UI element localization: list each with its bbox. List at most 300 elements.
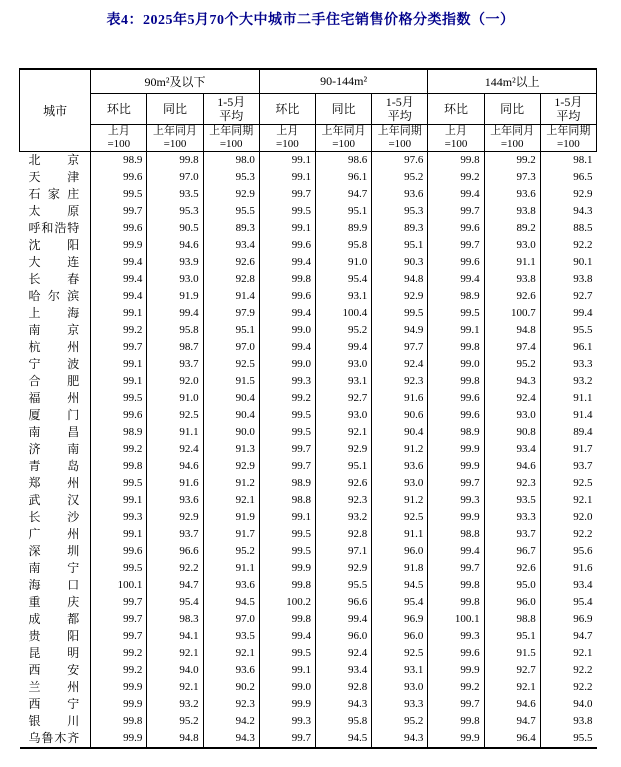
- city-name: 济南: [20, 441, 91, 458]
- table-row: [20, 475, 597, 492]
- city-name: 成都: [20, 611, 91, 628]
- table-row: [20, 288, 597, 305]
- index-value: 88.5: [573, 222, 593, 234]
- index-value: 95.4: [147, 594, 203, 611]
- index-value: 91.4: [203, 288, 259, 305]
- index-value: 99.5: [91, 475, 147, 492]
- city-name: 郑州: [20, 475, 91, 492]
- price-index-table: [19, 68, 597, 749]
- table-row: [20, 594, 597, 611]
- index-value: 99.8: [91, 458, 147, 475]
- index-value: 92.5: [573, 477, 593, 489]
- index-value: 96.0: [484, 594, 540, 611]
- index-value: 99.9: [259, 696, 315, 713]
- index-value: 95.2: [203, 543, 259, 560]
- table-row: [20, 305, 597, 322]
- index-value: 91.0: [147, 390, 203, 407]
- index-value: 92.6: [484, 560, 540, 577]
- index-value: 94.3: [372, 730, 428, 748]
- city-name: 长沙: [20, 509, 91, 526]
- index-value: 99.3: [259, 373, 315, 390]
- index-value: 99.7: [428, 560, 484, 577]
- index-value: 99.1: [259, 152, 315, 170]
- table-header: [20, 69, 597, 152]
- index-value: 100.1: [428, 611, 484, 628]
- base-yoy-line2: =100: [500, 138, 524, 150]
- index-value: 92.3: [372, 373, 428, 390]
- city-name: 南京: [20, 322, 91, 339]
- index-value: 95.3: [147, 203, 203, 220]
- index-value: 91.1: [147, 424, 203, 441]
- index-value: 97.0: [147, 169, 203, 186]
- index-value: 89.4: [573, 426, 593, 438]
- index-value: 100.7: [484, 305, 540, 322]
- city-name: 南宁: [20, 560, 91, 577]
- index-value: 97.0: [203, 611, 259, 628]
- index-value: 93.0: [316, 407, 372, 424]
- avg-header-line2: 平均: [556, 109, 581, 123]
- avg-header: [203, 94, 259, 125]
- index-value: 93.4: [203, 237, 259, 254]
- index-value: 99.1: [91, 305, 147, 322]
- index-value: 91.6: [573, 562, 593, 574]
- index-value: 90.5: [147, 220, 203, 237]
- index-value: 93.7: [484, 526, 540, 543]
- index-value: 99.1: [91, 526, 147, 543]
- index-value: 99.6: [91, 220, 147, 237]
- city-name: 昆明: [20, 645, 91, 662]
- index-value: 92.7: [484, 662, 540, 679]
- index-value: 94.9: [372, 322, 428, 339]
- index-value: 94.5: [316, 730, 372, 748]
- index-value: 93.7: [147, 526, 203, 543]
- table-row: [20, 237, 597, 254]
- index-value: 96.6: [147, 543, 203, 560]
- index-value: 97.0: [203, 339, 259, 356]
- index-value: 99.1: [91, 356, 147, 373]
- table-row: [20, 356, 597, 373]
- index-value: 99.4: [259, 305, 315, 322]
- index-value: 92.2: [573, 239, 593, 251]
- base-yoy-line1: 上年同月: [490, 125, 535, 137]
- index-value: 92.4: [372, 356, 428, 373]
- group-header-under-90: 90m²及以下: [91, 69, 260, 94]
- index-value: 100.1: [91, 577, 147, 594]
- index-value: 96.9: [573, 613, 593, 625]
- index-value: 92.1: [573, 647, 593, 659]
- index-value: 91.9: [203, 509, 259, 526]
- index-value: 94.3: [573, 205, 593, 217]
- index-value: 99.4: [259, 628, 315, 645]
- index-value: 94.8: [372, 271, 428, 288]
- table-row: [20, 322, 597, 339]
- index-value: 93.8: [484, 271, 540, 288]
- index-value: 99.6: [428, 254, 484, 271]
- index-value: 99.9: [259, 560, 315, 577]
- index-value: 99.5: [259, 543, 315, 560]
- index-value: 99.6: [91, 169, 147, 186]
- index-value: 92.1: [573, 494, 593, 506]
- index-value: 93.8: [573, 715, 593, 727]
- city-name: 大连: [20, 254, 91, 271]
- index-value: 99.2: [428, 679, 484, 696]
- index-value: 95.1: [203, 322, 259, 339]
- index-value: 92.8: [316, 526, 372, 543]
- index-value: 96.5: [573, 171, 593, 183]
- index-value: 95.4: [573, 596, 593, 608]
- index-value: 92.3: [484, 475, 540, 492]
- index-value: 92.1: [203, 645, 259, 662]
- index-value: 99.5: [91, 560, 147, 577]
- index-value: 99.5: [259, 526, 315, 543]
- city-name: 福州: [20, 390, 91, 407]
- index-value: 95.4: [316, 271, 372, 288]
- index-value: 92.3: [203, 696, 259, 713]
- city-name: 贵阳: [20, 628, 91, 645]
- index-value: 99.2: [91, 441, 147, 458]
- base-avg-line2: =100: [557, 138, 580, 150]
- mom-header: 环比: [428, 94, 484, 125]
- index-value: 94.6: [147, 237, 203, 254]
- index-value: 95.2: [316, 322, 372, 339]
- city-name: 哈尔滨: [20, 288, 91, 305]
- index-value: 96.0: [372, 628, 428, 645]
- base-avg-line1: 上年同期: [209, 125, 254, 137]
- index-value: 99.6: [428, 220, 484, 237]
- index-value: 96.0: [372, 543, 428, 560]
- index-value: 94.8: [147, 730, 203, 748]
- index-value: 93.6: [203, 577, 259, 594]
- index-value: 92.9: [573, 188, 593, 200]
- city-name: 银川: [20, 713, 91, 730]
- index-value: 99.8: [428, 152, 484, 170]
- index-value: 99.8: [428, 339, 484, 356]
- index-value: 99.2: [91, 322, 147, 339]
- index-value: 99.6: [259, 288, 315, 305]
- table-row: [20, 713, 597, 730]
- index-value: 99.5: [372, 305, 428, 322]
- table-row: [20, 560, 597, 577]
- index-value: 94.6: [147, 458, 203, 475]
- index-value: 91.5: [203, 373, 259, 390]
- city-name: 沈阳: [20, 237, 91, 254]
- index-value: 99.4: [147, 305, 203, 322]
- base-yoy-header: [484, 125, 540, 152]
- city-name: 广州: [20, 526, 91, 543]
- base-yoy-line2: =100: [332, 138, 355, 150]
- base-mom-header: [91, 125, 147, 152]
- index-value: 99.8: [259, 271, 315, 288]
- index-value: 93.8: [484, 203, 540, 220]
- index-value: 94.6: [484, 458, 540, 475]
- index-value: 96.4: [484, 730, 540, 748]
- index-value: 98.8: [484, 611, 540, 628]
- index-value: 91.1: [372, 526, 428, 543]
- index-value: 92.7: [573, 290, 593, 302]
- index-value: 92.3: [316, 492, 372, 509]
- index-value: 94.3: [316, 696, 372, 713]
- index-value: 99.7: [428, 475, 484, 492]
- base-yoy-line1: 上年同月: [321, 125, 366, 137]
- city-name: 兰州: [20, 679, 91, 696]
- index-value: 95.1: [316, 203, 372, 220]
- index-value: 93.6: [484, 186, 540, 203]
- index-value: 99.8: [91, 713, 147, 730]
- index-value: 92.9: [316, 441, 372, 458]
- index-value: 99.9: [428, 441, 484, 458]
- index-value: 92.5: [203, 356, 259, 373]
- index-value: 92.6: [484, 288, 540, 305]
- index-value: 90.1: [573, 256, 593, 268]
- page: [0, 9, 621, 749]
- base-avg-line1: 上年同期: [377, 125, 422, 137]
- index-value: 93.0: [147, 271, 203, 288]
- index-value: 99.7: [91, 339, 147, 356]
- index-value: 89.2: [484, 220, 540, 237]
- index-value: 91.5: [484, 645, 540, 662]
- index-value: 99.3: [91, 509, 147, 526]
- index-value: 94.7: [573, 630, 593, 642]
- index-value: 99.7: [259, 730, 315, 748]
- index-value: 92.1: [147, 679, 203, 696]
- metric-header-row: [20, 94, 597, 125]
- index-value: 99.6: [428, 407, 484, 424]
- index-value: 98.9: [428, 288, 484, 305]
- index-value: 93.1: [372, 662, 428, 679]
- index-value: 92.1: [316, 424, 372, 441]
- index-value: 92.2: [147, 560, 203, 577]
- index-value: 94.0: [147, 662, 203, 679]
- index-value: 92.2: [573, 664, 593, 676]
- index-value: 99.8: [147, 152, 203, 170]
- index-value: 99.4: [91, 254, 147, 271]
- base-mom-line1: 上月: [445, 125, 467, 137]
- index-value: 94.5: [203, 594, 259, 611]
- index-value: 95.2: [372, 169, 428, 186]
- city-name: 武汉: [20, 492, 91, 509]
- base-mom-header: [259, 125, 315, 152]
- base-avg-line2: =100: [388, 138, 412, 150]
- index-value: 96.1: [573, 341, 593, 353]
- index-value: 92.8: [316, 679, 372, 696]
- city-name: 西宁: [20, 696, 91, 713]
- index-value: 95.8: [316, 237, 372, 254]
- index-value: 92.0: [573, 511, 593, 523]
- index-value: 95.2: [372, 713, 428, 730]
- index-value: 99.1: [259, 169, 315, 186]
- city-name: 杭州: [20, 339, 91, 356]
- index-value: 92.8: [203, 271, 259, 288]
- index-value: 99.9: [428, 730, 484, 748]
- index-value: 99.2: [91, 645, 147, 662]
- index-value: 99.1: [91, 492, 147, 509]
- index-value: 94.3: [203, 730, 259, 748]
- index-value: 91.8: [372, 560, 428, 577]
- index-value: 99.1: [259, 220, 315, 237]
- index-value: 93.0: [484, 407, 540, 424]
- index-value: 93.4: [573, 579, 593, 591]
- base-yoy-line1: 上年同月: [153, 125, 198, 137]
- index-value: 89.3: [203, 220, 259, 237]
- index-value: 98.3: [147, 611, 203, 628]
- index-value: 91.2: [203, 475, 259, 492]
- index-value: 91.3: [203, 441, 259, 458]
- index-value: 95.5: [573, 324, 593, 336]
- index-value: 99.6: [259, 237, 315, 254]
- index-value: 99.8: [428, 594, 484, 611]
- index-value: 95.1: [372, 237, 428, 254]
- index-value: 96.0: [316, 628, 372, 645]
- index-value: 99.4: [316, 339, 372, 356]
- index-value: 91.9: [147, 288, 203, 305]
- index-value: 90.3: [372, 254, 428, 271]
- city-name: 合肥: [20, 373, 91, 390]
- index-value: 93.2: [147, 696, 203, 713]
- index-value: 94.7: [484, 713, 540, 730]
- city-name: 宁波: [20, 356, 91, 373]
- index-value: 94.3: [484, 373, 540, 390]
- table-row: [20, 169, 597, 186]
- avg-header: [540, 94, 596, 125]
- yoy-header: 同比: [147, 94, 203, 125]
- index-value: 99.4: [259, 254, 315, 271]
- city-name: 乌鲁木齐: [20, 730, 91, 748]
- index-value: 99.0: [259, 322, 315, 339]
- city-name: 天津: [20, 169, 91, 186]
- index-value: 93.3: [372, 696, 428, 713]
- index-value: 90.0: [203, 424, 259, 441]
- index-value: 99.7: [428, 237, 484, 254]
- group-header-over-144: 144m²以上: [428, 69, 597, 94]
- table-row: [20, 730, 597, 748]
- index-value: 92.9: [203, 458, 259, 475]
- index-value: 98.9: [91, 424, 147, 441]
- table-row: [20, 458, 597, 475]
- index-value: 93.2: [316, 509, 372, 526]
- index-value: 98.1: [573, 154, 593, 166]
- index-value: 99.0: [259, 356, 315, 373]
- index-value: 95.8: [147, 322, 203, 339]
- index-value: 99.7: [91, 628, 147, 645]
- base-avg-line2: =100: [219, 138, 243, 150]
- table-row: [20, 373, 597, 390]
- table-row: [20, 254, 597, 271]
- base-mom-line2: =100: [444, 138, 468, 150]
- index-value: 93.6: [147, 492, 203, 509]
- index-value: 98.0: [203, 152, 259, 170]
- index-value: 98.7: [147, 339, 203, 356]
- index-value: 99.6: [428, 645, 484, 662]
- index-value: 99.8: [259, 611, 315, 628]
- index-value: 93.5: [147, 186, 203, 203]
- index-value: 93.9: [147, 254, 203, 271]
- base-avg-header: [203, 125, 259, 152]
- index-value: 89.9: [316, 220, 372, 237]
- index-value: 99.7: [259, 458, 315, 475]
- index-value: 95.5: [573, 732, 593, 744]
- table-row: [20, 696, 597, 713]
- index-value: 99.7: [428, 203, 484, 220]
- index-value: 91.2: [372, 492, 428, 509]
- index-value: 91.1: [484, 254, 540, 271]
- index-value: 95.2: [147, 713, 203, 730]
- index-value: 94.8: [484, 322, 540, 339]
- index-value: 90.6: [372, 407, 428, 424]
- index-value: 93.2: [573, 375, 593, 387]
- index-value: 98.9: [91, 152, 147, 170]
- index-value: 92.5: [372, 645, 428, 662]
- table-row: [20, 628, 597, 645]
- index-value: 98.9: [428, 424, 484, 441]
- index-value: 91.7: [203, 526, 259, 543]
- city-name: 呼和浩特: [20, 220, 91, 237]
- city-name: 青岛: [20, 458, 91, 475]
- page-title: 表4：2025年5月70个大中城市二手住宅销售价格分类指数（一）: [106, 13, 515, 28]
- index-value: 92.9: [203, 186, 259, 203]
- index-value: 99.6: [428, 390, 484, 407]
- group-header-row: [20, 69, 597, 94]
- index-value: 93.7: [147, 356, 203, 373]
- table-row: [20, 339, 597, 356]
- index-value: 99.4: [428, 271, 484, 288]
- index-value: 93.0: [484, 237, 540, 254]
- index-value: 99.5: [91, 390, 147, 407]
- city-name: 南昌: [20, 424, 91, 441]
- index-value: 92.1: [484, 679, 540, 696]
- yoy-header: 同比: [316, 94, 372, 125]
- index-value: 95.6: [573, 545, 593, 557]
- index-value: 99.8: [428, 373, 484, 390]
- base-avg-line1: 上年同期: [546, 125, 591, 137]
- base-mom-line2: =100: [276, 138, 299, 150]
- city-name: 重庆: [20, 594, 91, 611]
- base-avg-header: [540, 125, 596, 152]
- table-row: [20, 186, 597, 203]
- table-row: [20, 220, 597, 237]
- index-value: 95.3: [203, 169, 259, 186]
- base-header-row: [20, 125, 597, 152]
- index-value: 95.2: [484, 356, 540, 373]
- index-value: 99.5: [259, 203, 315, 220]
- index-value: 93.6: [372, 458, 428, 475]
- index-value: 99.5: [428, 305, 484, 322]
- index-value: 95.5: [203, 203, 259, 220]
- yoy-header: 同比: [484, 94, 540, 125]
- index-value: 95.8: [316, 713, 372, 730]
- base-mom-line2: =100: [107, 138, 131, 150]
- index-value: 94.7: [316, 186, 372, 203]
- index-value: 95.1: [484, 628, 540, 645]
- index-value: 99.8: [428, 713, 484, 730]
- table-row: [20, 679, 597, 696]
- index-value: 99.8: [259, 577, 315, 594]
- table-body: [20, 152, 597, 749]
- city-name: 西安: [20, 662, 91, 679]
- index-value: 99.4: [91, 271, 147, 288]
- index-value: 99.7: [259, 186, 315, 203]
- index-value: 99.9: [91, 679, 147, 696]
- index-value: 93.3: [484, 509, 540, 526]
- index-value: 100.4: [316, 305, 372, 322]
- index-value: 91.1: [573, 392, 593, 404]
- index-value: 93.6: [203, 662, 259, 679]
- base-mom-line1: 上月: [107, 125, 130, 137]
- table-row: [20, 424, 597, 441]
- index-value: 94.7: [147, 577, 203, 594]
- index-value: 99.1: [259, 509, 315, 526]
- table-row: [20, 645, 597, 662]
- index-value: 92.5: [372, 509, 428, 526]
